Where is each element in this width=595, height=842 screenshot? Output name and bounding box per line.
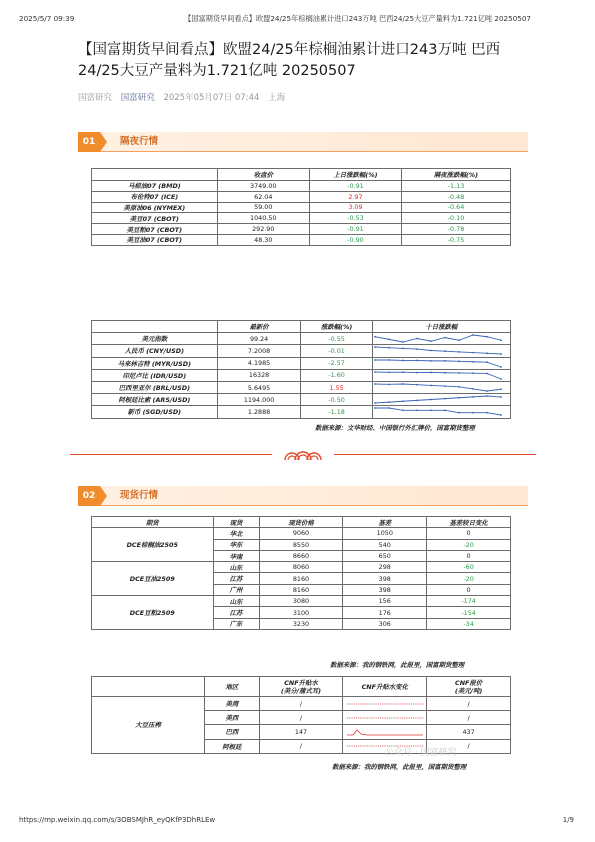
sparkline-point — [402, 410, 404, 412]
night-change-cell: -0.78 — [402, 224, 511, 235]
table-row — [92, 357, 511, 369]
page-number: 1/9 — [562, 816, 574, 824]
section-header-overnight — [78, 132, 528, 152]
sparkline-point — [402, 341, 404, 343]
sparkline — [373, 345, 503, 356]
publish-time: 2025年05月07日 07:44 — [163, 93, 260, 103]
sparkline-line — [375, 384, 501, 391]
section-header-spot — [78, 486, 528, 506]
sparkline-line — [375, 347, 501, 354]
basis-change-cell: -174 — [427, 596, 511, 607]
row-label: 美豆07 (CBOT) — [92, 213, 218, 224]
change-cell: 1.55 — [301, 381, 372, 393]
table-row — [92, 596, 511, 607]
article-source: 国富研究 — [78, 93, 113, 103]
sparkline-point — [458, 360, 460, 362]
change-cell: -1.18 — [301, 406, 372, 418]
sparkline-point — [500, 378, 502, 380]
basis-change-cell: -34 — [427, 618, 511, 629]
sparkline — [373, 382, 503, 393]
close-cell: 292.90 — [217, 224, 309, 235]
row-label: 巴西里亚尔 (BRL/USD) — [92, 381, 218, 393]
table-header-cell: 地区 — [205, 677, 259, 697]
print-title: 【国富期货早间看点】欧盟24/25年棕榈油累计进口243万吨 巴西24/25大豆产量料为1.721亿吨 20250507 — [184, 14, 531, 23]
sparkline — [373, 370, 503, 381]
sparkline-point — [388, 401, 390, 403]
section-number: 01 — [78, 132, 100, 152]
night-change-cell: -0.48 — [402, 191, 511, 202]
table-header-cell: 现货 — [213, 517, 259, 528]
row-label: 马棕油07 (BMD) — [92, 181, 218, 192]
table-row — [92, 191, 511, 202]
trend-line — [345, 726, 425, 738]
region-cell: 美湾 — [205, 697, 259, 711]
table-header-cell: 隔夜涨跌幅(%) — [402, 169, 511, 181]
sparkline-line — [375, 372, 501, 379]
basis-cell: 298 — [343, 562, 427, 573]
night-change-cell: -0.64 — [402, 202, 511, 213]
sparkline-point — [444, 351, 446, 353]
cnf-source-note: 数据来源：我的钢铁网，此报里，国富期货整理 — [332, 763, 467, 771]
row-label: 阿根廷比索 (ARS/USD) — [92, 394, 218, 406]
table-row — [92, 394, 511, 406]
sparkline-point — [444, 360, 446, 362]
price-cell: 8160 — [259, 573, 343, 584]
sparkline — [373, 394, 503, 405]
trend-line — [345, 698, 425, 710]
sparkline-point — [416, 410, 418, 412]
row-label: 人民币 (CNY/USD) — [92, 345, 218, 357]
sparkline-point — [430, 385, 432, 387]
prev-change-cell: -0.90 — [309, 234, 401, 245]
table-row — [92, 369, 511, 381]
sparkline-point — [486, 395, 488, 397]
close-cell: 59.00 — [217, 202, 309, 213]
sparkline-point — [430, 360, 432, 362]
premium-trend-cell — [343, 711, 427, 725]
region-cell: 巴西 — [205, 725, 259, 739]
sparkline-point — [458, 340, 460, 342]
last-cell: 16328 — [217, 369, 301, 381]
sparkline-point — [374, 408, 376, 410]
region-cell: 华南 — [213, 550, 259, 561]
premium-cell: 147 — [259, 725, 343, 739]
trend-polyline — [347, 730, 423, 735]
price-cell: 3100 — [259, 607, 343, 618]
sparkline-point — [444, 372, 446, 374]
page-url[interactable]: https://mp.weixin.qq.com/s/3OBSMJhR_eyQKfP3DhRLEw — [19, 816, 216, 824]
section-title: 隔夜行情 — [120, 136, 159, 147]
basis-cell: 176 — [343, 607, 427, 618]
sparkline-point — [374, 383, 376, 385]
last-cell: 4.1985 — [217, 357, 301, 369]
table-header-cell: 基差较日变化 — [427, 517, 511, 528]
region-cell: 阿根廷 — [205, 739, 259, 753]
basis-change-cell: -154 — [427, 607, 511, 618]
futures-table — [91, 168, 511, 246]
last-cell: 5.6495 — [217, 381, 301, 393]
divider-line — [334, 454, 536, 455]
fx-table — [91, 320, 511, 419]
sparkline-point — [416, 372, 418, 374]
basis-cell: 306 — [343, 618, 427, 629]
sparkline-line — [375, 408, 501, 415]
region-cell: 山东 — [213, 562, 259, 573]
sparkline-point — [444, 337, 446, 339]
basis-change-cell: -20 — [427, 573, 511, 584]
sparkline-point — [388, 339, 390, 341]
sparkline-point — [374, 347, 376, 349]
sparkline-cell — [372, 333, 510, 345]
night-change-cell: -0.10 — [402, 213, 511, 224]
table-row — [92, 333, 511, 345]
basis-cell: 398 — [343, 573, 427, 584]
change-cell: -0.50 — [301, 394, 372, 406]
sparkline-point — [500, 415, 502, 417]
sparkline-line — [375, 335, 501, 342]
sparkline-point — [472, 361, 474, 363]
row-label: 美元指数 — [92, 333, 218, 345]
row-label: 布伦特07 (ICE) — [92, 191, 218, 202]
table-header-cell: 涨跌幅(%) — [301, 321, 372, 333]
ornament-divider — [70, 445, 536, 461]
table-header-cell — [92, 169, 218, 181]
price-cell: 3080 — [259, 596, 343, 607]
region-cell: 江苏 — [213, 573, 259, 584]
account-link[interactable]: 国富研究 — [120, 93, 155, 103]
change-cell: -0.55 — [301, 333, 372, 345]
price-cell: 8550 — [259, 539, 343, 550]
region-cell: 广州 — [213, 584, 259, 595]
sparkline-point — [458, 397, 460, 399]
sparkline-point — [430, 399, 432, 401]
sparkline-point — [458, 386, 460, 388]
close-cell: 62.04 — [217, 191, 309, 202]
quote-cell: 437 — [427, 725, 511, 739]
sparkline-point — [416, 400, 418, 402]
basis-change-cell: -20 — [427, 539, 511, 550]
sparkline-point — [472, 372, 474, 374]
sparkline-point — [500, 388, 502, 390]
table-header-cell: CNF升贴水变化 — [343, 677, 427, 697]
price-cell: 3230 — [259, 618, 343, 629]
change-cell: -0.01 — [301, 345, 372, 357]
sparkline-cell — [372, 406, 510, 418]
sparkline-point — [444, 398, 446, 400]
row-label: 美豆粕07 (CBOT) — [92, 224, 218, 235]
sparkline-point — [458, 351, 460, 353]
sparkline-point — [402, 383, 404, 385]
table-row — [92, 234, 511, 245]
table-header-cell: 最新价 — [217, 321, 301, 333]
sparkline-point — [472, 388, 474, 390]
sparkline-point — [486, 390, 488, 392]
spot-table — [91, 516, 511, 630]
spot-source-note: 数据来源：我的钢铁网，此报里，国富期货整理 — [330, 661, 465, 669]
close-cell: 3749.00 — [217, 181, 309, 192]
region-cell: 广东 — [213, 618, 259, 629]
table-header-cell: 收盘价 — [217, 169, 309, 181]
quote-cell: / — [427, 711, 511, 725]
table-row — [92, 697, 511, 711]
table-header-cell — [92, 321, 218, 333]
last-cell: 7.2008 — [217, 345, 301, 357]
premium-cell: / — [259, 697, 343, 711]
fx-source-note: 数据来源：文华财经、中国银行外汇牌价，国富期货整理 — [315, 424, 475, 432]
table-row — [92, 381, 511, 393]
sparkline-point — [402, 359, 404, 361]
sparkline-point — [388, 408, 390, 410]
sparkline-point — [500, 396, 502, 398]
contract-label: DCE豆油2509 — [92, 562, 214, 596]
region-cell: 江苏 — [213, 607, 259, 618]
sparkline-point — [416, 359, 418, 361]
row-label: 印尼卢比 (IDR/USD) — [92, 369, 218, 381]
table-header-cell — [92, 677, 205, 697]
basis-cell: 398 — [343, 584, 427, 595]
article-meta — [78, 91, 285, 103]
last-cell: 99.24 — [217, 333, 301, 345]
basis-cell: 1050 — [343, 528, 427, 539]
price-cell: 9060 — [259, 528, 343, 539]
section-title: 现货行情 — [120, 490, 159, 501]
sparkline-point — [430, 341, 432, 343]
sparkline-point — [374, 371, 376, 373]
sparkline-point — [472, 412, 474, 414]
basis-change-cell: 0 — [427, 550, 511, 561]
sparkline-point — [388, 371, 390, 373]
product-label: 大豆压榨 — [92, 697, 205, 754]
table-row — [92, 528, 511, 539]
sparkline-point — [388, 347, 390, 349]
sparkline-point — [388, 383, 390, 385]
close-cell: 1040.50 — [217, 213, 309, 224]
close-cell: 48.30 — [217, 234, 309, 245]
sparkline-point — [416, 338, 418, 340]
sparkline-cell — [372, 345, 510, 357]
quote-cell: / — [427, 697, 511, 711]
basis-change-cell: -60 — [427, 562, 511, 573]
sparkline-point — [472, 334, 474, 336]
sparkline-point — [500, 340, 502, 342]
sparkline-cell — [372, 394, 510, 406]
cloud-ornament-icon — [282, 445, 324, 461]
sparkline-point — [486, 361, 488, 363]
section-arrow-icon — [100, 132, 107, 152]
sparkline-point — [374, 359, 376, 361]
quote-cell: / — [427, 739, 511, 753]
price-cell: 8160 — [259, 584, 343, 595]
sparkline-line — [375, 396, 501, 403]
sparkline-point — [402, 371, 404, 373]
print-footer — [19, 816, 576, 828]
trend-line — [345, 712, 425, 724]
basis-change-cell: 0 — [427, 528, 511, 539]
divider-line — [70, 454, 272, 455]
sparkline-point — [486, 372, 488, 374]
sparkline-point — [500, 354, 502, 356]
sparkline-cell — [372, 381, 510, 393]
basis-cell: 540 — [343, 539, 427, 550]
change-cell: -1.60 — [301, 369, 372, 381]
table-row — [92, 202, 511, 213]
cnf-table — [91, 676, 511, 754]
premium-trend-cell — [343, 725, 427, 739]
basis-cell: 650 — [343, 550, 427, 561]
prev-change-cell: -0.91 — [309, 224, 401, 235]
prev-change-cell: -0.91 — [309, 181, 401, 192]
sparkline-point — [402, 348, 404, 350]
sparkline-point — [486, 412, 488, 414]
change-cell: -2.57 — [301, 357, 372, 369]
row-label: 新币 (SGD/USD) — [92, 406, 218, 418]
section-arrow-icon — [100, 486, 107, 506]
table-row — [92, 224, 511, 235]
row-label: 美豆油07 (CBOT) — [92, 234, 218, 245]
table-header-cell: 十日涨跌幅 — [372, 321, 510, 333]
prev-change-cell: 2.97 — [309, 191, 401, 202]
table-header-cell: CNF升贴水 (美分/蒲式耳) — [259, 677, 343, 697]
section-number: 02 — [78, 486, 100, 506]
region-cell: 华北 — [213, 528, 259, 539]
table-row — [92, 213, 511, 224]
sparkline-cell — [372, 369, 510, 381]
last-cell: 1.2888 — [217, 406, 301, 418]
sparkline-point — [486, 353, 488, 355]
sparkline-line — [375, 360, 501, 367]
article-title: 【国富期货早间看点】欧盟24/25年棕榈油累计进口243万吨 巴西24/25大豆产量料为1.721亿吨 20250507 — [78, 42, 501, 79]
table-header-cell: CNF报价 (美元/吨) — [427, 677, 511, 697]
table-header-cell: 上日涨跌幅(%) — [309, 169, 401, 181]
prev-change-cell: 3.09 — [309, 202, 401, 213]
prev-change-cell: -0.53 — [309, 213, 401, 224]
contract-label: DCE棕榈油2505 — [92, 528, 214, 562]
sparkline-point — [416, 384, 418, 386]
basis-cell: 156 — [343, 596, 427, 607]
sparkline-point — [444, 385, 446, 387]
table-row — [92, 562, 511, 573]
sparkline-point — [472, 396, 474, 398]
contract-label: DCE豆粕2509 — [92, 596, 214, 630]
table-row — [92, 181, 511, 192]
row-label: 美原油06 (NYMEX) — [92, 202, 218, 213]
sparkline-point — [374, 336, 376, 338]
sparkline-point — [430, 350, 432, 352]
region-cell: 山东 — [213, 596, 259, 607]
table-row — [92, 345, 511, 357]
sparkline — [373, 333, 503, 344]
table-header-cell: 期货 — [92, 517, 214, 528]
sparkline-point — [472, 352, 474, 354]
basis-change-cell: 0 — [427, 584, 511, 595]
sparkline-point — [444, 410, 446, 412]
sparkline-point — [388, 359, 390, 361]
publish-location: 上海 — [268, 93, 286, 103]
sparkline-point — [458, 372, 460, 374]
print-datetime: 2025/5/7 09:39 — [19, 14, 75, 23]
sparkline-point — [500, 366, 502, 368]
region-cell: 华东 — [213, 539, 259, 550]
wechat-watermark: 公众号 · 国富研究 — [385, 748, 457, 758]
sparkline-point — [486, 336, 488, 338]
premium-cell: / — [259, 739, 343, 753]
sparkline — [373, 406, 503, 417]
sparkline-point — [430, 410, 432, 412]
table-row — [92, 406, 511, 418]
print-header — [19, 14, 576, 26]
night-change-cell: -0.75 — [402, 234, 511, 245]
sparkline-point — [430, 371, 432, 373]
sparkline-point — [374, 402, 376, 404]
sparkline-point — [402, 401, 404, 403]
night-change-cell: -1.13 — [402, 181, 511, 192]
sparkline-point — [458, 412, 460, 414]
premium-cell: / — [259, 711, 343, 725]
region-cell: 美西 — [205, 711, 259, 725]
price-cell: 8660 — [259, 550, 343, 561]
premium-trend-cell — [343, 697, 427, 711]
price-cell: 8060 — [259, 562, 343, 573]
row-label: 马来林吉特 (MYR/USD) — [92, 357, 218, 369]
last-cell: 1194.000 — [217, 394, 301, 406]
table-header-cell: 基差 — [343, 517, 427, 528]
table-header-cell: 现货价格 — [259, 517, 343, 528]
sparkline-cell — [372, 357, 510, 369]
sparkline — [373, 358, 503, 369]
sparkline-point — [416, 349, 418, 351]
